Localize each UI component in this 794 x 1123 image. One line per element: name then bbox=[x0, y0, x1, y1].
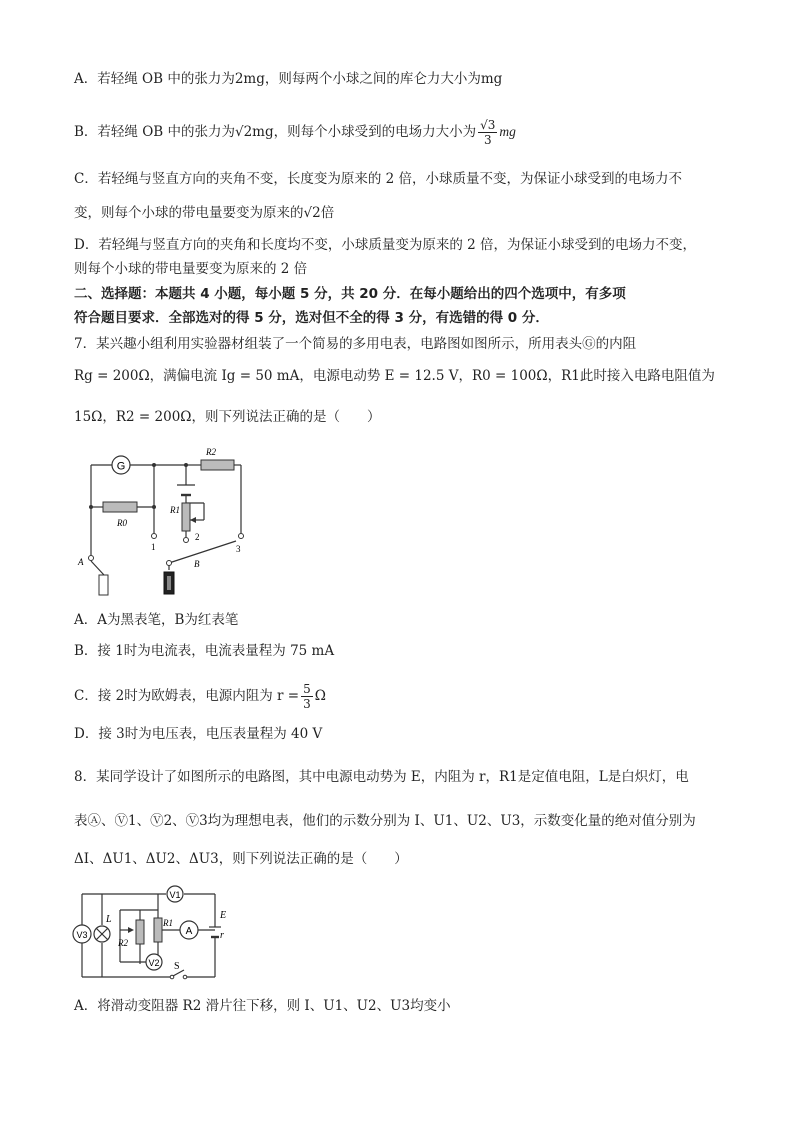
q8-fig-label-v2: V2 bbox=[148, 958, 160, 968]
q8-stem-line3: ΔI、ΔU1、ΔU2、ΔU3，则下列说法正确的是（ ） bbox=[74, 851, 408, 867]
q7-fig-label-1: 1 bbox=[151, 542, 156, 552]
q6-option-d-line1: D．若轻绳与竖直方向的夹角和长度均不变，小球质量变为原来的 2 倍，为保证小球受到的电场力不变， bbox=[74, 237, 696, 253]
fraction-denominator: 3 bbox=[303, 697, 311, 711]
q8-fig-label-r: r bbox=[220, 930, 224, 941]
q7-stem-line3: 15Ω，R2 = 200Ω，则下列说法正确的是（ ） bbox=[74, 409, 381, 425]
q7-stem-line2: Rg = 200Ω，满偏电流 Ig = 50 mA，电源电动势 E = 12.5 V，R0 = 100Ω，R1此时接入电路电阻值为 bbox=[74, 368, 715, 384]
q8-stem-line1: 8．某同学设计了如图所示的电路图，其中电源电动势为 E，内阻为 r，R1是定值电阻，L是白炽灯，电 bbox=[74, 769, 689, 785]
q7-fig-label-a: A bbox=[78, 557, 84, 567]
section2-header-line1: 二、选择题：本题共 4 小题，每小题 5 分，共 20 分．在每小题给出的四个选项中，有多项 bbox=[74, 286, 626, 302]
q8-fig-label-e: E bbox=[220, 910, 227, 921]
q6-option-c-line2: 变，则每个小球的带电量要变为原来的√2倍 bbox=[74, 205, 335, 221]
q7-option-c-fraction bbox=[301, 682, 313, 711]
q7-stem-line1: 7．某兴趣小组利用实验器材组装了一个简易的多用电表，电路图如图所示，所用表头Ⓖ的内阻 bbox=[74, 336, 637, 352]
q6-option-b-fraction bbox=[478, 118, 497, 147]
q7-fig-label-r2: R2 bbox=[206, 447, 216, 457]
q8-option-a: A．将滑动变阻器 R2 滑片往下移，则 I、U1、U2、U3均变小 bbox=[74, 998, 451, 1014]
q8-circuit-diagram bbox=[70, 882, 230, 982]
q6-option-d-line2: 则每个小球的带电量要变为原来的 2 倍 bbox=[74, 261, 308, 277]
q7-probe-a bbox=[99, 575, 108, 595]
q8-fig-label-s: S bbox=[174, 961, 180, 972]
q7-option-c-text: C．接 2时为欧姆表，电源内阻为 r = bbox=[74, 688, 300, 704]
fraction-numerator: √3 bbox=[480, 118, 496, 132]
q6-option-b bbox=[74, 118, 516, 147]
q8-fig-label-v1: V1 bbox=[169, 890, 181, 900]
section2-header-line2: 符合题目要求．全部选对的得 5 分，选对但不全的得 3 分，有选错的得 0 分． bbox=[74, 310, 549, 326]
q8-fig-label-l: L bbox=[106, 914, 112, 925]
q7-fig-label-r0: R0 bbox=[117, 518, 127, 528]
q7-option-b: B．接 1时为电流表，电流表量程为 75 mA bbox=[74, 643, 335, 659]
q7-option-c-unit: Ω bbox=[314, 688, 326, 704]
q7-fig-label-g: G bbox=[116, 460, 126, 473]
q8-fig-label-r1: R1 bbox=[163, 918, 173, 928]
fraction-numerator: 5 bbox=[303, 682, 311, 696]
q6-option-b-text: B．若轻绳 OB 中的张力为√2mg，则每个小球受到的电场力大小为 bbox=[74, 124, 477, 140]
q7-option-d: D．接 3时为电压表，电压表量程为 40 V bbox=[74, 726, 323, 742]
q8-fig-label-r2: R2 bbox=[118, 938, 128, 948]
q7-option-a: A．A为黑表笔，B为红表笔 bbox=[74, 612, 239, 628]
fraction-denominator: 3 bbox=[483, 133, 492, 147]
q7-option-c bbox=[74, 682, 326, 711]
q7-fig-label-3: 3 bbox=[236, 544, 241, 554]
q7-circuit-diagram bbox=[76, 445, 256, 600]
q7-fig-label-b: B bbox=[194, 559, 200, 569]
q6-option-c-line1: C．若轻绳与竖直方向的夹角不变，长度变为原来的 2 倍，小球质量不变，为保证小球受到的电场力不 bbox=[74, 171, 682, 187]
q6-option-b-unit: mg bbox=[499, 124, 516, 139]
q7-fig-label-2: 2 bbox=[195, 532, 200, 542]
q7-fig-label-r1: R1 bbox=[170, 505, 180, 515]
q8-stem-line2: 表Ⓐ、Ⓥ1、Ⓥ2、Ⓥ3均为理想电表，他们的示数分别为 I、U1、U2、U3，示数变化量的绝对值分别为 bbox=[74, 813, 696, 829]
q6-option-a: A．若轻绳 OB 中的张力为2mg，则每两个小球之间的库仑力大小为mg bbox=[74, 71, 503, 87]
q8-fig-label-v3: V3 bbox=[76, 930, 88, 940]
q8-fig-label-a: A bbox=[185, 926, 193, 937]
